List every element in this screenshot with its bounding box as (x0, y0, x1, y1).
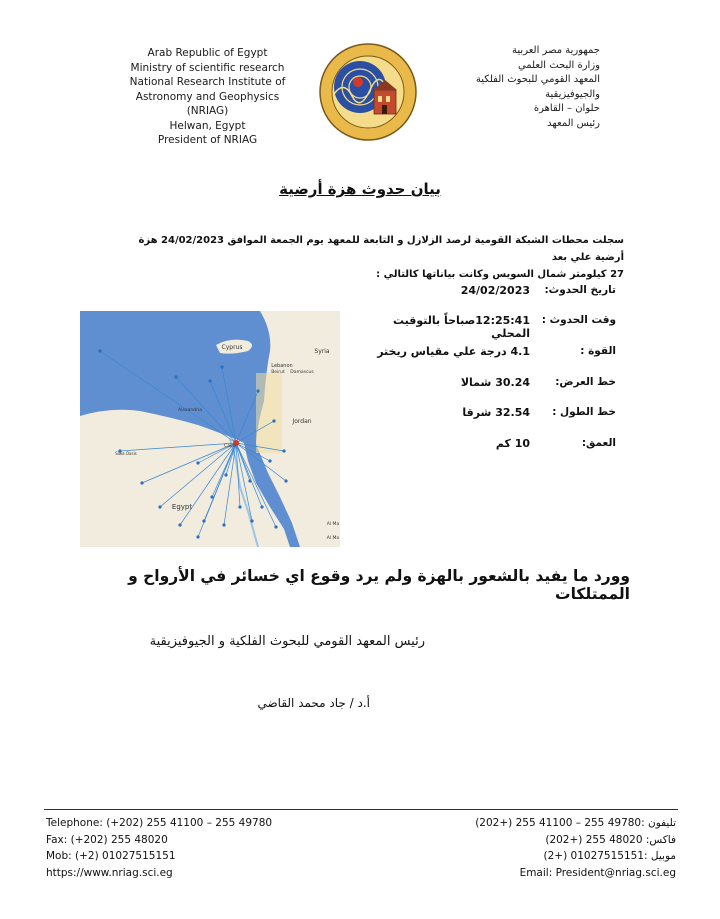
epicenter-map (80, 311, 340, 547)
signatory-name: أ.د / جاد محمد القاضي (257, 696, 370, 710)
latitude-value: 30.24 شمالا (460, 376, 530, 389)
station-marker (196, 535, 199, 538)
longitude-value: 32.54 شرقا (462, 406, 530, 419)
date-value: 24/02/2023 (460, 284, 530, 297)
magnitude-value: 4.1 درجة علي مقياس ريختر (377, 345, 530, 358)
letterhead-line: President of NRIAG (157, 134, 258, 146)
letterhead-line: Helwan, Egypt (169, 119, 246, 132)
footer-email-link[interactable]: Email: President@nriag.sci.eg (519, 866, 676, 879)
signatory-title: رئيس المعهد القومي للبحوث الفلكية و الجيوفيزيقية (149, 634, 425, 649)
document-title: بيان حدوث هزة أرضية (279, 180, 441, 198)
map-label-al-mo: Al Mo (326, 536, 340, 541)
map-label-beirut: Beirut (271, 370, 285, 375)
map-label-al-ma: Al Ma (326, 522, 340, 527)
station-marker (274, 525, 277, 528)
station-marker (208, 379, 211, 382)
letterhead-line: جمهورية مصر العربية (512, 45, 600, 56)
station-marker (238, 505, 241, 508)
footer-mobile: Mob: (+2) 01027515151 (46, 850, 176, 862)
station-marker (98, 349, 101, 352)
station-marker (178, 523, 181, 526)
station-marker (282, 449, 285, 452)
map-label-alexandria: Alexandria (177, 408, 203, 413)
arabic-letterhead (440, 44, 600, 131)
station-marker (256, 389, 259, 392)
english-letterhead (95, 46, 320, 148)
magnitude-label: القوة : (580, 345, 616, 357)
map-label-cairo: Cairo (224, 444, 236, 449)
intro-line: سجلت محطات الشبكة القومية لرصد الزلازل و التابعة للمعهد يوم الجمعة الموافق 24/02/2023 هزة أرضية علي بعد (138, 235, 624, 263)
footer-english-contacts (46, 815, 272, 881)
time-value: 12:25:41صباحاً بالتوقيت المحلي (393, 314, 530, 340)
footer-mobile-ar: موبيل :01027515151 (+2) (543, 850, 676, 862)
footer-arabic-contacts (475, 815, 676, 881)
footer-fax: Fax: (+202) 255 48020 (46, 833, 168, 846)
station-marker (284, 479, 287, 482)
letterhead-line: (NRIAG) (186, 105, 229, 117)
latitude-label: خط العرض: (555, 376, 616, 388)
map-label-lebanon: Lebanon (271, 363, 293, 369)
footer-website-link[interactable]: https://www.nriag.sci.eg (46, 866, 173, 879)
map-label-damascus: Damascus (290, 370, 314, 375)
intro-line: 27 كيلومتر شمال السويس وكانت بياناتها كالتالي : (376, 269, 624, 280)
impact-statement: وورد ما يفيد بالشعور بالهزة ولم يرد وقوع اي خسائر في الأرواح و الممتلكات (128, 567, 630, 603)
longitude-label: خط الطول : (552, 406, 616, 418)
letterhead-line: والجيوفيزيقية (545, 88, 600, 100)
station-marker (202, 519, 205, 522)
station-marker (220, 365, 223, 368)
footer-fax-ar: فاكس: 48020 255 (+202) (545, 833, 676, 846)
station-marker (140, 481, 143, 484)
station-marker (222, 523, 225, 526)
letterhead-line: Arab Republic of Egypt (147, 47, 268, 59)
map-label-cyprus: Cyprus (221, 344, 243, 351)
intro-paragraph (110, 232, 624, 283)
station-marker (268, 459, 271, 462)
depth-label: العمق: (581, 437, 616, 449)
letterhead-line: National Research Institute of (129, 76, 286, 88)
map-label-egypt: Egypt (171, 503, 193, 511)
letterhead-line: حلوان – القاهرة (533, 103, 600, 114)
station-marker (260, 505, 263, 508)
station-marker (250, 519, 253, 522)
letterhead-line: Astronomy and Geophysics (135, 90, 280, 103)
map-label-jordan: Jordan (292, 418, 312, 425)
map-label-syria: Syria (314, 348, 330, 355)
station-marker (196, 461, 199, 464)
letterhead-line: رئيس المعهد (547, 117, 600, 129)
station-marker (224, 473, 227, 476)
footer-divider (44, 809, 678, 810)
letterhead-line: وزارة البحث العلمي (517, 59, 600, 71)
footer-telephone: Telephone: (+202) 255 41100 – 255 49780 (46, 817, 273, 829)
footer-telephone-ar: تليفون :49780 255 – 41100 255 (+202) (475, 817, 676, 829)
station-marker (174, 375, 177, 378)
map-highlight (256, 373, 282, 453)
letterhead-line: المعهد القومي للبحوث الفلكية (475, 74, 600, 85)
depth-value: 10 كم (495, 437, 530, 450)
station-marker (272, 419, 275, 422)
letterhead-line: Ministry of scientific research (130, 61, 285, 74)
station-marker (158, 505, 161, 508)
nriag-logo (318, 42, 418, 142)
station-marker (210, 495, 213, 498)
time-label: وقت الحدوث : (541, 314, 616, 326)
map-label-siwa: Siwa Oasis (115, 451, 137, 456)
date-label: تاريخ الحدوث: (544, 284, 616, 296)
